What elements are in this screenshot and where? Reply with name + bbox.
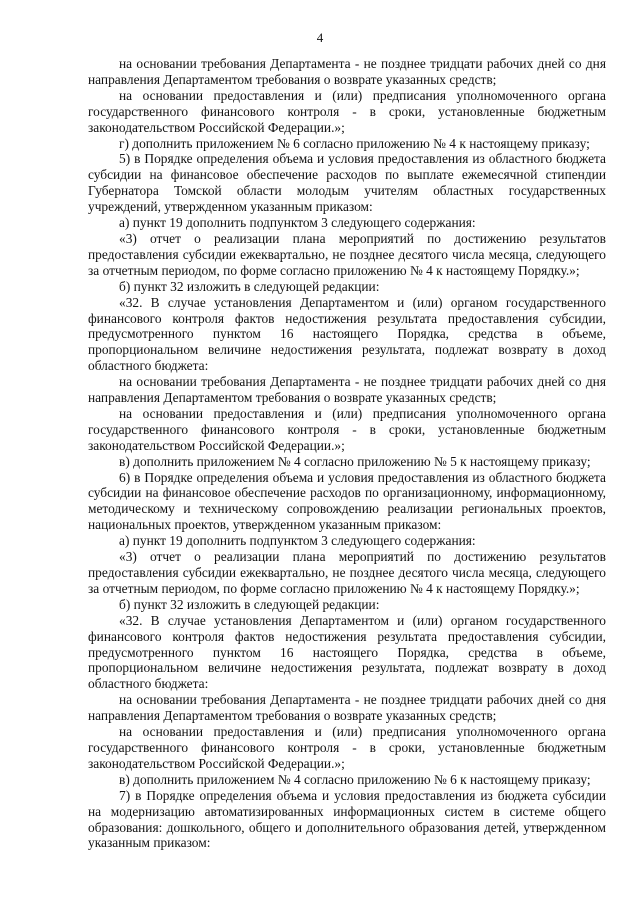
paragraph: «3) отчет о реализации плана мероприятий по достижению результатов предоставления субсидии ежеквартально, не позднее десятого числа месяца, следующего за отчетным периодом, по форме согласно приложению № 4 к настоящему Порядку.»; xyxy=(88,230,606,278)
paragraph: в) дополнить приложением № 4 согласно приложению № 5 к настоящему приказу; xyxy=(119,453,591,469)
paragraph: б) пункт 32 изложить в следующей редакции: xyxy=(119,596,380,612)
paragraph: на основании требования Департамента - не позднее тридцати рабочих дней со дня направления Департаментом требования о возврате указанных средств; xyxy=(88,374,606,406)
paragraph: «32. В случае установления Департаментом и (или) органом государственного финансового контроля фактов недостижения результата предоставления субсидии, предусмотренного пунктом 16 настоящего Порядка, средства в объеме, пропорциональном величине недостижения результата, подлежат возврату в доход областного бюджета: xyxy=(88,294,606,374)
paragraph: 5) в Порядке определения объема и условия предоставления из областного бюджета субсидии на финансовое обеспечение расходов по выплате ежемесячной стипендии Губернатора Томской области молодым учителям областных государственных учреждений, утвержденном указанным приказом: xyxy=(88,151,606,215)
paragraph: в) дополнить приложением № 4 согласно приложению № 6 к настоящему приказу; xyxy=(119,771,591,787)
paragraph: на основании требования Департамента - не позднее тридцати рабочих дней со дня направления Департаментом требования о возврате указанных средств; xyxy=(88,56,606,87)
paragraph: 7) в Порядке определения объема и условия предоставления из бюджета субсидии на модернизацию автоматизированных информационных систем в системе общего образования: дошкольного, общего и дополнительного образования детей, утвержденном указанным приказом: xyxy=(88,787,606,851)
paragraph: а) пункт 19 дополнить подпунктом 3 следующего содержания: xyxy=(119,533,476,549)
paragraph: а) пункт 19 дополнить подпунктом 3 следующего содержания: xyxy=(119,215,476,231)
page-number: 4 xyxy=(316,30,324,45)
paragraph: г) дополнить приложением № 6 согласно приложению № 4 к настоящему приказу; xyxy=(119,135,590,151)
paragraph: 6) в Порядке определения объема и условия предоставления из областного бюджета субсидии на финансовое обеспечение расходов по организационному, информационному, методическому и техническому сопровождению реализации региональных проектов, национальных проектов, утвержденном указанным приказом: xyxy=(88,469,606,533)
paragraph: «32. В случае установления Департаментом и (или) органом государственного финансового контроля фактов недостижения результата предоставления субсидии, предусмотренного пунктом 16 настоящего Порядка, средства в объеме, пропорциональном величине недостижения результата, подлежат возврату в доход областного бюджета: xyxy=(88,612,606,692)
paragraph: «3) отчет о реализации плана мероприятий по достижению результатов предоставления субсидии ежеквартально, не позднее десятого числа месяца, следующего за отчетным периодом, по форме согласно приложению № 4 к настоящему Порядку.»; xyxy=(88,549,606,596)
paragraph: на основании требования Департамента - не позднее тридцати рабочих дней со дня направления Департаментом требования о возврате указанных средств; xyxy=(88,692,606,724)
document-body xyxy=(88,56,606,851)
paragraph: на основании предоставления и (или) предписания уполномоченного органа государственного финансового контроля - в сроки, установленные бюджетным законодательством Российской Федерации.»; xyxy=(88,724,606,771)
paragraph: на основании предоставления и (или) предписания уполномоченного органа государственного финансового контроля - в сроки, установленные бюджетным законодательством Российской Федерации.»; xyxy=(88,405,606,453)
paragraph: б) пункт 32 изложить в следующей редакции: xyxy=(119,278,380,294)
paragraph: на основании предоставления и (или) предписания уполномоченного органа государственного финансового контроля - в сроки, установленные бюджетным законодательством Российской Федерации.»; xyxy=(88,87,606,135)
